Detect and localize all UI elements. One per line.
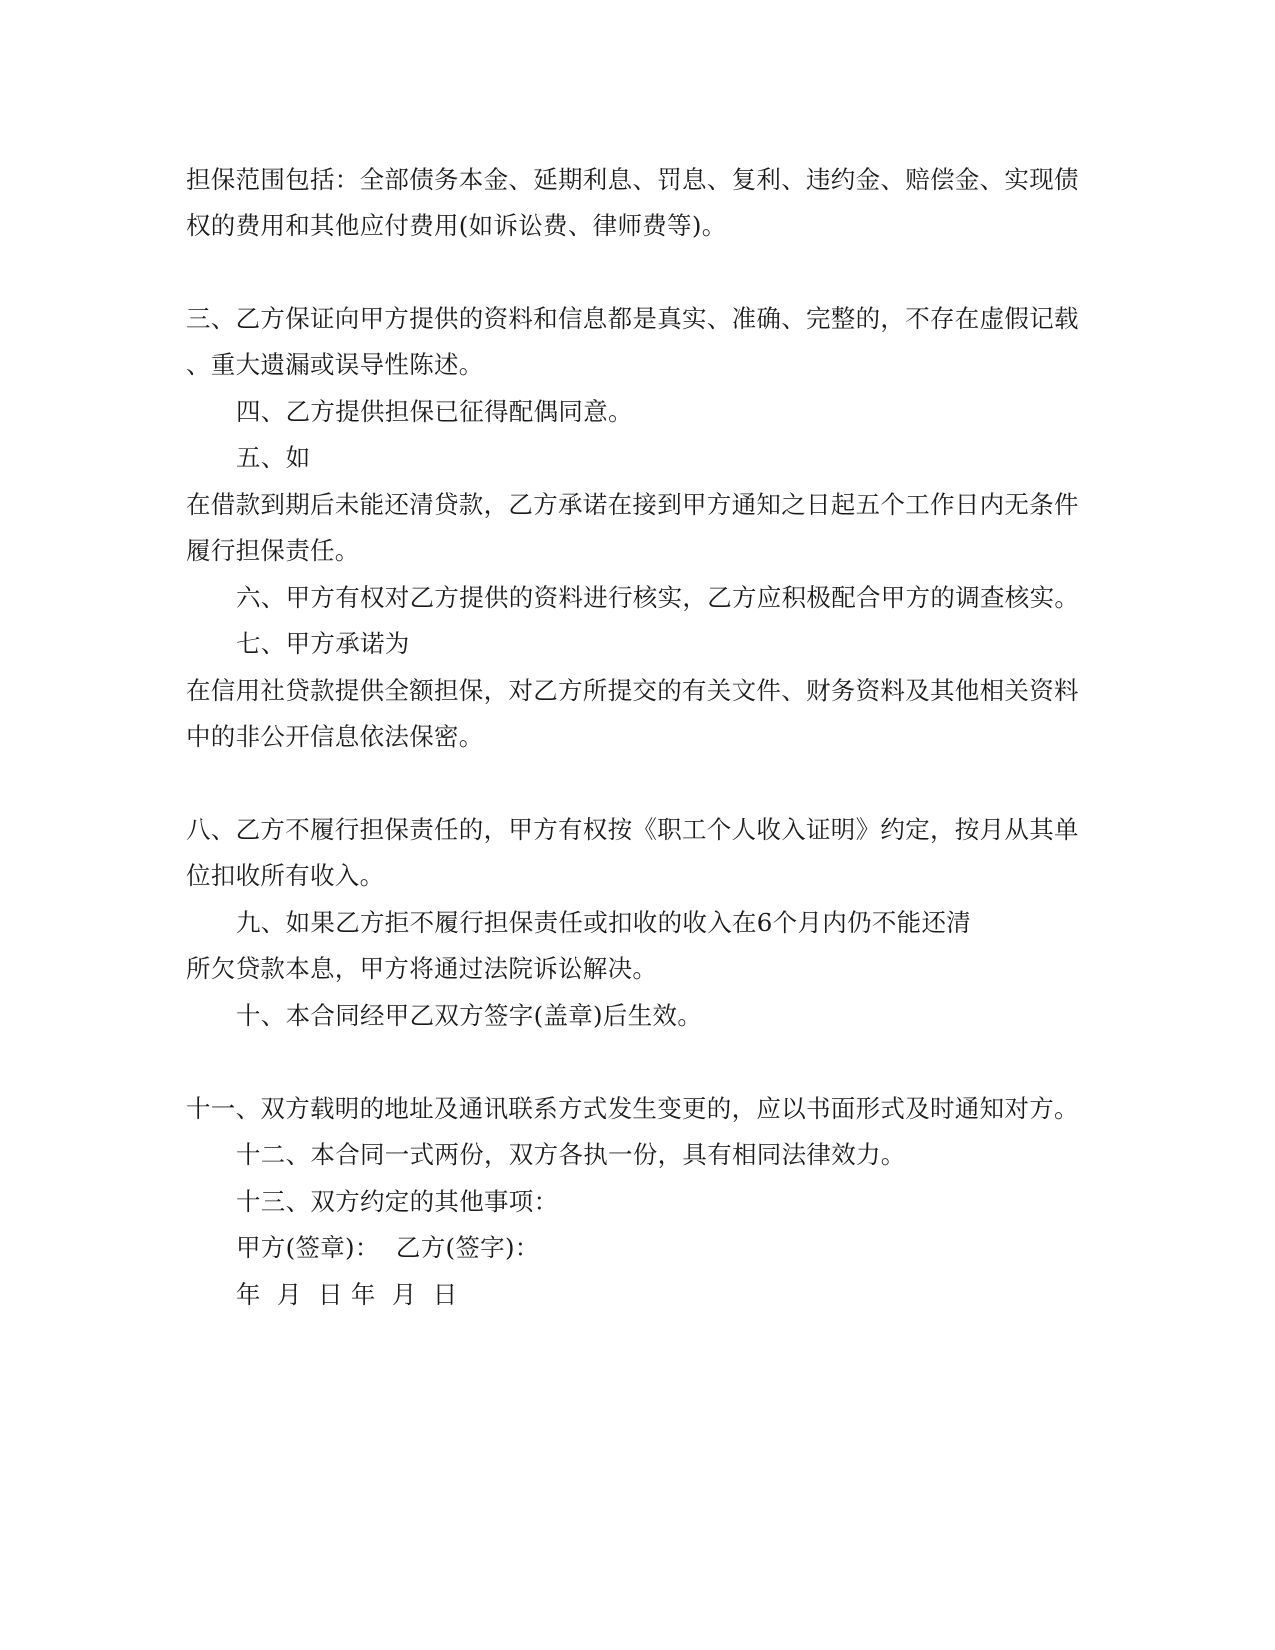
clause-6: 六、甲方有权对乙方提供的资料进行核实，乙方应积极配合甲方的调查核实。 [236, 583, 1080, 612]
clause-8-line-2: 位扣收所有收入。 [186, 861, 385, 890]
clause-5-line-2: 履行担保责任。 [186, 536, 360, 565]
clause-9-line-2: 所欠贷款本息，甲方将通过法院诉讼解决。 [186, 954, 658, 983]
clause-5-line-1: 在借款到期后未能还清贷款，乙方承诺在接到甲方通知之日起五个工作日内无条件 [186, 490, 1079, 519]
clause-10: 十、本合同经甲乙双方签字(盖章)后生效。 [236, 1001, 703, 1030]
clause-11: 十一、双方载明的地址及通讯联系方式发生变更的，应以书面形式及时通知对方。 [186, 1094, 1079, 1123]
clause-3-line-2: 、重大遗漏或误导性陈述。 [186, 350, 484, 379]
clause-8-line-1: 八、乙方不履行担保责任的，甲方有权按《职工个人收入证明》约定，按月从其单 [186, 815, 1079, 844]
clause-4: 四、乙方提供担保已征得配偶同意。 [236, 397, 633, 426]
clause-scope-line-1: 担保范围包括：全部债务本金、延期利息、罚息、复利、违约金、赔偿金、实现债 [186, 165, 1079, 194]
signature-line: 甲方(签章)： 乙方(签字)： [236, 1233, 540, 1262]
clause-scope-line-2: 权的费用和其他应付费用(如诉讼费、律师费等)。 [186, 211, 727, 240]
clause-12: 十二、本合同一式两份，双方各执一份，具有相同法律效力。 [236, 1140, 906, 1169]
date-line: 年 月 日 年 月 日 [236, 1280, 458, 1309]
clause-7-line-1: 在信用社贷款提供全额担保，对乙方所提交的有关文件、财务资料及其他相关资料 [186, 676, 1079, 705]
clause-5-heading: 五、如 [236, 443, 311, 472]
clause-9-line-1: 九、如果乙方拒不履行担保责任或扣收的收入在6个月内仍不能还清 [236, 908, 972, 937]
clause-7-heading: 七、甲方承诺为 [236, 629, 410, 658]
clause-7-line-2: 中的非公开信息依法保密。 [186, 722, 484, 751]
clause-13: 十三、双方约定的其他事项： [236, 1187, 559, 1216]
clause-3-line-1: 三、乙方保证向甲方提供的资料和信息都是真实、准确、完整的，不存在虚假记载 [186, 304, 1079, 333]
